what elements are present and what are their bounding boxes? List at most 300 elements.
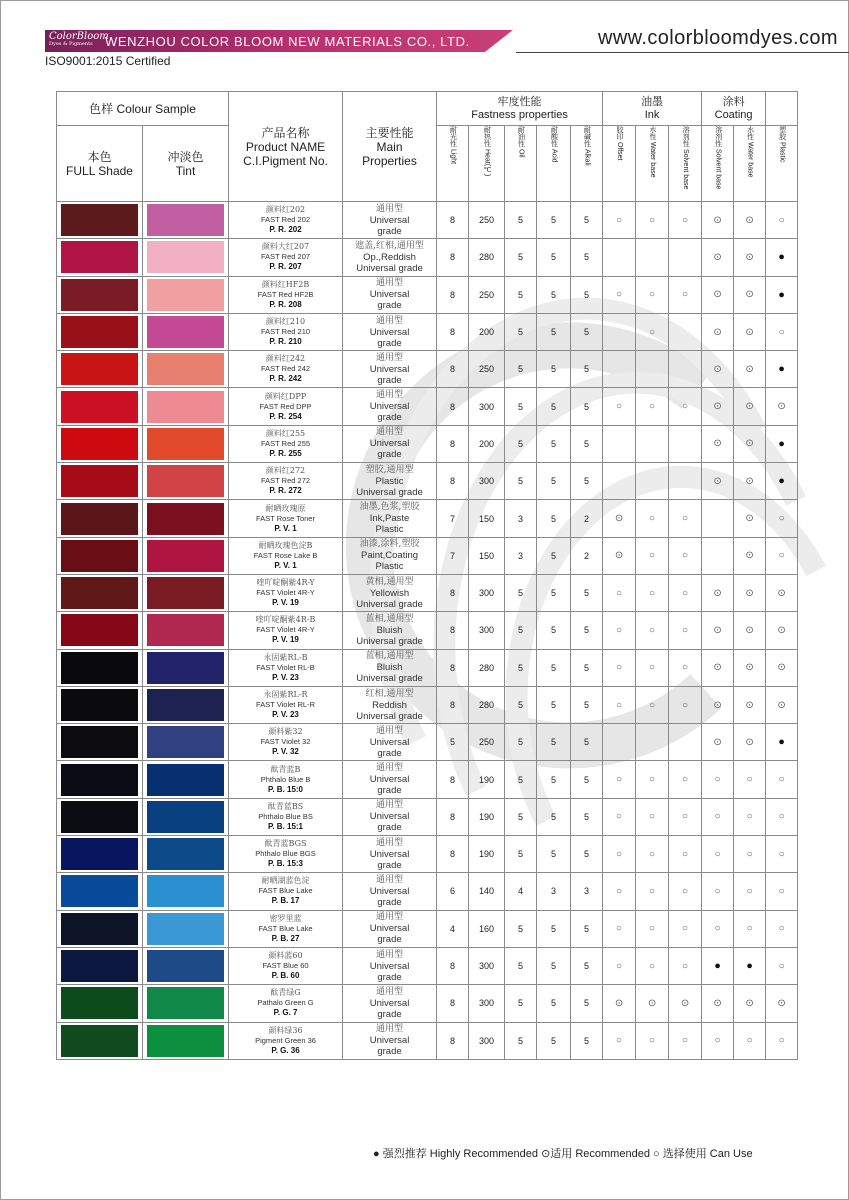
suitability-mark: ○ (669, 612, 702, 649)
fastness-value: 3 (505, 537, 537, 574)
product-name-header: 产品名称 Product NAME C.I.Pigment No. (229, 92, 343, 202)
properties-cell: 通用型 Universal grade (343, 873, 437, 910)
fastness-value: 7 (437, 500, 469, 537)
suitability-mark: ○ (603, 947, 636, 984)
suitability-mark (669, 425, 702, 462)
suitability-mark: ○ (603, 686, 636, 723)
suitability-mark: ○ (603, 1022, 636, 1059)
product-name-cell: 颜料红DPP FAST Red DPP P. R. 254 (229, 388, 343, 425)
suitability-mark: ⊙ (766, 686, 798, 723)
fastness-value: 140 (469, 873, 505, 910)
suitability-mark: ○ (636, 202, 669, 239)
suitability-mark: ○ (636, 649, 669, 686)
suitability-mark: ⊙ (702, 239, 734, 276)
suitability-mark: ○ (702, 873, 734, 910)
suitability-mark: ○ (669, 537, 702, 574)
suitability-mark: ⊙ (734, 239, 766, 276)
fastness-value: 4 (437, 910, 469, 947)
properties-cell: 通用型 Universal grade (343, 351, 437, 388)
tint-swatch (143, 574, 229, 611)
suitability-mark: ○ (636, 836, 669, 873)
suitability-mark: ⊙ (702, 649, 734, 686)
company-name: WENZHOU COLOR BLOOM NEW MATERIALS CO., LTD. (105, 34, 470, 49)
suitability-mark: ○ (702, 910, 734, 947)
tint-swatch (143, 873, 229, 910)
suitability-mark: ○ (669, 500, 702, 537)
product-name-cell: 密罗里蓝 FAST Blue Lake P. B. 27 (229, 910, 343, 947)
suitability-mark: ⊙ (669, 985, 702, 1022)
fastness-value: 5 (537, 425, 571, 462)
properties-cell: 通用型 Universal grade (343, 1022, 437, 1059)
suitability-mark: ⊙ (702, 351, 734, 388)
tint-swatch (143, 202, 229, 239)
full-shade-swatch (57, 388, 143, 425)
suitability-mark: ○ (766, 500, 798, 537)
properties-cell: 遮盖,红相,通用型 Op.,Reddish Universal grade (343, 239, 437, 276)
suitability-mark: ○ (734, 1022, 766, 1059)
fastness-value: 5 (537, 463, 571, 500)
fastness-value: 5 (537, 239, 571, 276)
fastness-value: 8 (437, 612, 469, 649)
fastness-value: 5 (571, 388, 603, 425)
suitability-mark: ⊙ (734, 351, 766, 388)
suitability-mark: ○ (766, 1022, 798, 1059)
suitability-mark (669, 351, 702, 388)
fastness-value: 5 (537, 1022, 571, 1059)
tint-swatch (143, 724, 229, 761)
fastness-value: 250 (469, 202, 505, 239)
tint-swatch (143, 425, 229, 462)
suitability-mark: ○ (636, 761, 669, 798)
properties-cell: 通用型 Universal grade (343, 947, 437, 984)
fastness-value: 150 (469, 537, 505, 574)
table-row (57, 947, 798, 984)
suitability-mark: ○ (669, 836, 702, 873)
fastness-value: 8 (437, 463, 469, 500)
product-name-cell: 颜料红242 FAST Red 242 P. R. 242 (229, 351, 343, 388)
fastness-value: 3 (537, 873, 571, 910)
fastness-value: 280 (469, 686, 505, 723)
fastness-value: 5 (571, 798, 603, 835)
fastness-value: 5 (505, 724, 537, 761)
suitability-mark: ⊙ (766, 612, 798, 649)
properties-cell: 油墨,色浆,塑胶 Ink,Paste Plastic (343, 500, 437, 537)
suitability-mark: ⊙ (734, 388, 766, 425)
fastness-value: 200 (469, 425, 505, 462)
product-name-cell: 颜料大红207 FAST Red 207 P. R. 207 (229, 239, 343, 276)
table-row (57, 239, 798, 276)
product-name-cell: 颜料红272 FAST Red 272 P. R. 272 (229, 463, 343, 500)
fastness-value: 5 (537, 724, 571, 761)
suitability-mark: ● (766, 463, 798, 500)
suitability-mark: ● (766, 425, 798, 462)
fastness-value: 8 (437, 798, 469, 835)
product-name-cell: 酞青蓝BS Phthalo Blue BS P. B. 15:1 (229, 798, 343, 835)
fastness-value: 8 (437, 836, 469, 873)
suitability-mark: ⊙ (766, 574, 798, 611)
suitability-mark: ○ (734, 836, 766, 873)
suitability-mark: ○ (734, 761, 766, 798)
fastness-value: 8 (437, 239, 469, 276)
suitability-mark: ○ (636, 612, 669, 649)
plastic-header-top (766, 92, 798, 126)
properties-cell: 通用型 Universal grade (343, 985, 437, 1022)
suitability-mark: ○ (766, 798, 798, 835)
tint-swatch (143, 1022, 229, 1059)
fastness-value: 150 (469, 500, 505, 537)
properties-cell: 蓝相,通用型 Bluish Universal grade (343, 612, 437, 649)
suitability-mark (636, 463, 669, 500)
fastness-value: 5 (505, 388, 537, 425)
suitability-mark: ● (766, 276, 798, 313)
fastness-value: 300 (469, 1022, 505, 1059)
suitability-mark: ⊙ (734, 276, 766, 313)
suitability-mark: ⊙ (734, 686, 766, 723)
suitability-mark: ○ (636, 910, 669, 947)
fastness-value: 5 (537, 947, 571, 984)
table-row (57, 388, 798, 425)
tint-swatch (143, 612, 229, 649)
fastness-value: 5 (505, 612, 537, 649)
product-name-cell: 酞青蓝B Phthalo Blue B P. B. 15:0 (229, 761, 343, 798)
suitability-mark: ○ (669, 686, 702, 723)
table-row (57, 202, 798, 239)
fastness-value: 190 (469, 761, 505, 798)
suitability-mark: ○ (669, 947, 702, 984)
col-ink-water: 水性 Water base (636, 126, 669, 202)
suitability-mark: ○ (636, 388, 669, 425)
fastness-value: 300 (469, 574, 505, 611)
properties-cell: 通用型 Universal grade (343, 798, 437, 835)
fastness-value: 8 (437, 947, 469, 984)
table-row (57, 463, 798, 500)
product-name-cell: 喹吖啶酮紫4R-Y FAST Violet 4R-Y P. V. 19 (229, 574, 343, 611)
suitability-mark: ⊙ (734, 500, 766, 537)
suitability-mark: ⊙ (734, 574, 766, 611)
suitability-mark: ○ (603, 836, 636, 873)
tint-swatch (143, 351, 229, 388)
fastness-value: 5 (437, 724, 469, 761)
full-shade-swatch (57, 910, 143, 947)
fastness-value: 5 (537, 836, 571, 873)
suitability-mark: ○ (603, 798, 636, 835)
col-coating-solvent: 溶剂性 Solvent base (702, 126, 734, 202)
table-row (57, 313, 798, 350)
suitability-mark: ○ (603, 276, 636, 313)
fastness-value: 5 (505, 910, 537, 947)
fastness-value: 5 (537, 313, 571, 350)
suitability-mark (702, 500, 734, 537)
suitability-mark: ⊙ (702, 574, 734, 611)
col-oil: 耐油性 Oil (505, 126, 537, 202)
fastness-value: 8 (437, 388, 469, 425)
product-name-cell: 酞青绿G Pathalo Green G P. G. 7 (229, 985, 343, 1022)
suitability-mark: ⊙ (766, 388, 798, 425)
suitability-mark: ○ (603, 388, 636, 425)
properties-cell: 蓝相,通用型 Bluish Universal grade (343, 649, 437, 686)
properties-cell: 黄相,通用型 Yellowish Universal grade (343, 574, 437, 611)
tint-swatch (143, 239, 229, 276)
suitability-mark: ○ (702, 836, 734, 873)
fastness-value: 5 (571, 985, 603, 1022)
fastness-value: 250 (469, 351, 505, 388)
suitability-mark: ⊙ (702, 463, 734, 500)
properties-cell: 通用型 Universal grade (343, 276, 437, 313)
suitability-mark (636, 425, 669, 462)
fastness-value: 5 (537, 500, 571, 537)
fastness-value: 8 (437, 425, 469, 462)
product-name-cell: 喹吖啶酮紫4R-B FAST Violet 4R-Y P. V. 19 (229, 612, 343, 649)
fastness-value: 5 (537, 537, 571, 574)
fastness-value: 8 (437, 276, 469, 313)
col-coating-water: 水性 Water base (734, 126, 766, 202)
fastness-value: 4 (505, 873, 537, 910)
properties-cell: 通用型 Universal grade (343, 388, 437, 425)
product-name-cell: 耐晒湖蓝色淀 FAST Blue Lake P. B. 17 (229, 873, 343, 910)
suitability-mark: ● (702, 947, 734, 984)
fastness-value: 5 (537, 910, 571, 947)
col-ink-solvent: 溶剂性 Solvent base (669, 126, 702, 202)
suitability-mark: ⊙ (702, 388, 734, 425)
legend: ● 强烈推荐 Highly Recommended ⊙适用 Recommended ○ 选择使用 Can Use (373, 1147, 753, 1160)
fastness-value: 2 (571, 500, 603, 537)
fastness-value: 5 (571, 686, 603, 723)
table-row (57, 873, 798, 910)
product-name-cell: 颜料紫32 FAST Violet 32 P. V. 32 (229, 724, 343, 761)
suitability-mark: ⊙ (636, 985, 669, 1022)
tint-header: 冲淡色 Tint (143, 126, 229, 202)
fastness-value: 300 (469, 388, 505, 425)
product-name-cell: 耐晒玫瑰色淀B FAST Rose Lake B P. V. 1 (229, 537, 343, 574)
product-name-cell: 颜料红202 FAST Red 202 P. R. 202 (229, 202, 343, 239)
suitability-mark: ○ (636, 686, 669, 723)
table-row (57, 574, 798, 611)
table-row (57, 649, 798, 686)
fastness-value: 5 (505, 313, 537, 350)
fastness-value: 5 (505, 276, 537, 313)
suitability-mark: ⊙ (734, 985, 766, 1022)
suitability-mark: ⊙ (702, 686, 734, 723)
suitability-mark (603, 724, 636, 761)
suitability-mark (702, 537, 734, 574)
suitability-mark (603, 239, 636, 276)
col-light: 耐光性 Light (437, 126, 469, 202)
fastness-value: 3 (571, 873, 603, 910)
fastness-value: 8 (437, 686, 469, 723)
suitability-mark (669, 239, 702, 276)
fastness-value: 5 (537, 612, 571, 649)
iso-certification: ISO9001:2015 Certified (45, 54, 171, 68)
suitability-mark: ○ (636, 500, 669, 537)
properties-cell: 通用型 Universal grade (343, 313, 437, 350)
tint-swatch (143, 500, 229, 537)
fastness-value: 5 (571, 947, 603, 984)
suitability-mark: ○ (669, 649, 702, 686)
fastness-value: 200 (469, 313, 505, 350)
suitability-mark: ○ (734, 910, 766, 947)
fastness-value: 8 (437, 313, 469, 350)
suitability-mark: ⊙ (702, 313, 734, 350)
product-name-cell: 颜料红HF2B FAST Red HF2B P. R. 208 (229, 276, 343, 313)
suitability-mark: ○ (734, 798, 766, 835)
fastness-value: 250 (469, 276, 505, 313)
suitability-mark: ● (734, 947, 766, 984)
fastness-value: 5 (571, 724, 603, 761)
tint-swatch (143, 313, 229, 350)
ink-header: 油墨 Ink (603, 92, 702, 126)
full-shade-swatch (57, 649, 143, 686)
properties-cell: 红相,通用型 Reddish Universal grade (343, 686, 437, 723)
fastness-value: 5 (571, 351, 603, 388)
suitability-mark (603, 463, 636, 500)
table-row (57, 500, 798, 537)
fastness-value: 5 (505, 836, 537, 873)
fastness-value: 5 (505, 947, 537, 984)
fastness-value: 5 (537, 761, 571, 798)
tint-swatch (143, 836, 229, 873)
col-offset: 胶印 Offset (603, 126, 636, 202)
full-shade-swatch (57, 798, 143, 835)
fastness-value: 3 (505, 500, 537, 537)
fastness-value: 300 (469, 985, 505, 1022)
suitability-mark: ○ (603, 761, 636, 798)
suitability-mark: ⊙ (734, 537, 766, 574)
fastness-value: 5 (537, 649, 571, 686)
fastness-value: 5 (505, 798, 537, 835)
suitability-mark: ○ (636, 537, 669, 574)
fastness-value: 5 (505, 351, 537, 388)
suitability-mark (603, 425, 636, 462)
product-name-cell: 颜料蓝60 FAST Blue 60 P. B. 60 (229, 947, 343, 984)
fastness-value: 5 (571, 313, 603, 350)
fastness-value: 2 (571, 537, 603, 574)
suitability-mark: ⊙ (734, 649, 766, 686)
suitability-mark: ⊙ (702, 985, 734, 1022)
full-shade-swatch (57, 873, 143, 910)
tint-swatch (143, 537, 229, 574)
suitability-mark: ● (766, 239, 798, 276)
website-url[interactable]: www.colorbloomdyes.com (598, 27, 838, 49)
suitability-mark: ○ (636, 873, 669, 910)
suitability-mark: ○ (766, 873, 798, 910)
suitability-mark: ○ (766, 836, 798, 873)
col-heat: 耐热性 Heat(℃) (469, 126, 505, 202)
fastness-value: 300 (469, 612, 505, 649)
suitability-mark: ⊙ (603, 500, 636, 537)
tint-swatch (143, 910, 229, 947)
suitability-mark: ○ (603, 612, 636, 649)
suitability-mark (603, 351, 636, 388)
suitability-mark: ○ (766, 947, 798, 984)
coating-header: 涂料 Coating (702, 92, 766, 126)
fastness-value: 250 (469, 724, 505, 761)
suitability-mark: ⊙ (766, 649, 798, 686)
suitability-mark: ○ (603, 649, 636, 686)
product-name-cell: 酞青蓝BGS Phthalo Blue BGS P. B. 15:3 (229, 836, 343, 873)
full-shade-swatch (57, 686, 143, 723)
suitability-mark: ○ (603, 873, 636, 910)
full-shade-swatch (57, 574, 143, 611)
table-row (57, 910, 798, 947)
table-row (57, 1022, 798, 1059)
suitability-mark: ○ (636, 1022, 669, 1059)
main-properties-header: 主要性能 Main Properties (343, 92, 437, 202)
table-row (57, 836, 798, 873)
properties-cell: 通用型 Universal grade (343, 761, 437, 798)
tint-swatch (143, 276, 229, 313)
properties-cell: 通用型 Universal grade (343, 836, 437, 873)
full-shade-swatch (57, 724, 143, 761)
company-logo: ColorBloom Dyes & Pigments (49, 31, 109, 47)
fastness-value: 8 (437, 649, 469, 686)
suitability-mark: ○ (766, 313, 798, 350)
suitability-mark: ⊙ (702, 425, 734, 462)
fastness-value: 5 (571, 463, 603, 500)
properties-cell: 油漆,涂料,塑胶 Paint,Coating Plastic (343, 537, 437, 574)
properties-cell: 通用型 Universal grade (343, 724, 437, 761)
tint-swatch (143, 761, 229, 798)
fastness-header: 牢度性能 Fastness properties (437, 92, 603, 126)
table-row (57, 686, 798, 723)
fastness-value: 8 (437, 761, 469, 798)
fastness-value: 160 (469, 910, 505, 947)
suitability-mark: ⊙ (702, 612, 734, 649)
tint-swatch (143, 686, 229, 723)
fastness-value: 5 (571, 202, 603, 239)
fastness-value: 5 (571, 910, 603, 947)
fastness-value: 300 (469, 463, 505, 500)
full-shade-swatch (57, 313, 143, 350)
suitability-mark: ⊙ (766, 985, 798, 1022)
table-row (57, 798, 798, 835)
table-row (57, 985, 798, 1022)
tint-swatch (143, 985, 229, 1022)
suitability-mark: ⊙ (702, 276, 734, 313)
full-shade-swatch (57, 239, 143, 276)
suitability-mark: ● (766, 724, 798, 761)
fastness-value: 5 (537, 276, 571, 313)
suitability-mark: ⊙ (734, 202, 766, 239)
table-row (57, 351, 798, 388)
suitability-mark: ○ (669, 761, 702, 798)
fastness-value: 5 (571, 276, 603, 313)
fastness-value: 5 (571, 612, 603, 649)
col-plastic: 塑胶 Plastic (766, 126, 798, 202)
tint-swatch (143, 798, 229, 835)
pigment-table (56, 91, 798, 1060)
fastness-value: 5 (571, 649, 603, 686)
suitability-mark: ⊙ (734, 425, 766, 462)
suitability-mark (636, 351, 669, 388)
table-row (57, 612, 798, 649)
fastness-value: 5 (537, 574, 571, 611)
tint-swatch (143, 388, 229, 425)
suitability-mark (669, 313, 702, 350)
suitability-mark: ● (766, 351, 798, 388)
fastness-value: 5 (571, 239, 603, 276)
fastness-value: 5 (537, 388, 571, 425)
fastness-value: 8 (437, 202, 469, 239)
suitability-mark: ○ (669, 910, 702, 947)
fastness-value: 5 (571, 761, 603, 798)
suitability-mark: ⊙ (603, 985, 636, 1022)
full-shade-swatch (57, 202, 143, 239)
table-row (57, 425, 798, 462)
suitability-mark: ○ (669, 388, 702, 425)
fastness-value: 300 (469, 947, 505, 984)
suitability-mark: ○ (766, 910, 798, 947)
suitability-mark: ○ (636, 798, 669, 835)
